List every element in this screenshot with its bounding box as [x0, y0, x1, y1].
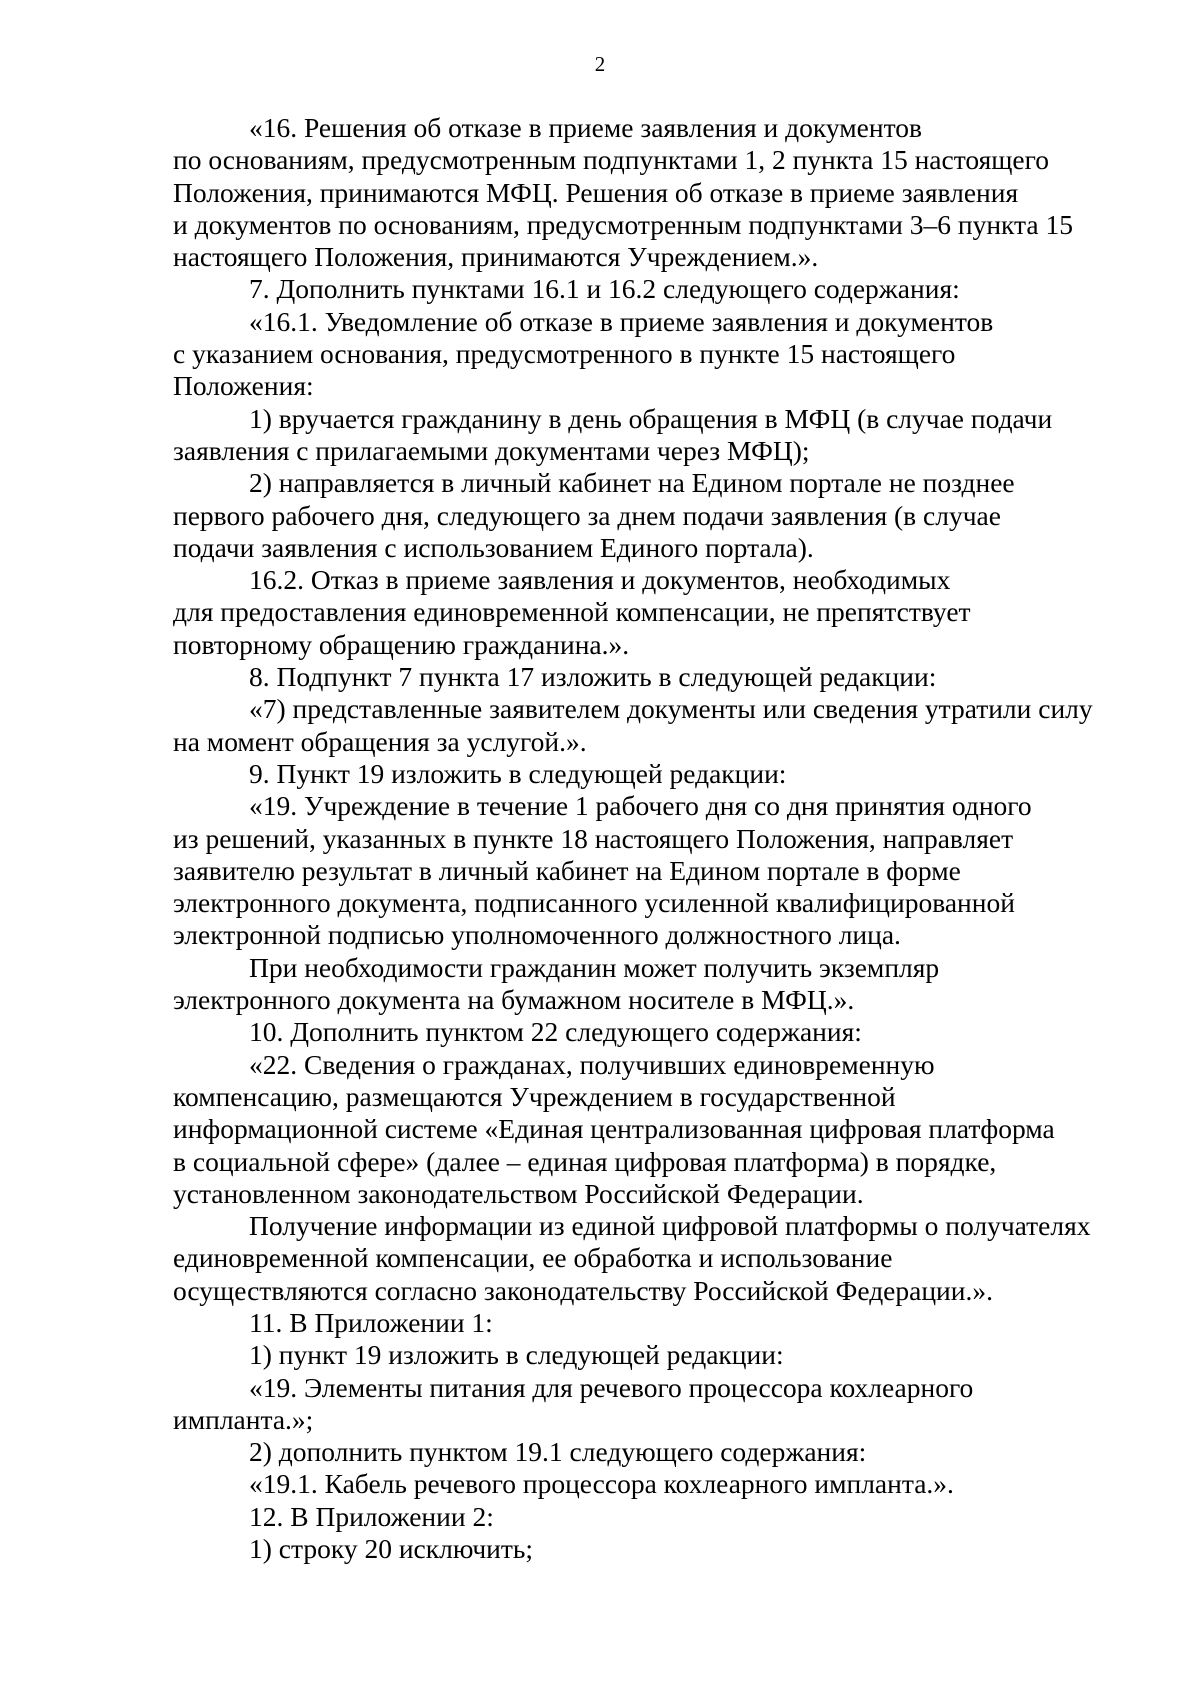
paragraph: 2) дополнить пунктом 19.1 следующего содержания:	[249, 1436, 867, 1468]
paragraph: 1) пункт 19 изложить в следующей редакции:	[249, 1339, 784, 1371]
paragraph: 16.2. Отказ в приеме заявления и документов, необходимых для предоставления единовременной компенсации, не препятствует повторному обращению гражданина.».	[173, 564, 971, 660]
paragraph: «19. Элементы питания для речевого процессора кохлеарного импланта.»;	[173, 1371, 974, 1435]
paragraph: «7) представленные заявителем документы или сведения утратили силу на момент обращения за услугой.».	[173, 693, 1093, 757]
paragraph: «16.1. Уведомление об отказе в приеме заявления и документов с указанием основания, предусмотренного в пункте 15 настоящего Положения:	[173, 305, 994, 402]
paragraph: «19.1. Кабель речевого процессора кохлеарного импланта.».	[249, 1468, 954, 1500]
paragraph: 12. В Приложении 2:	[249, 1500, 494, 1532]
page-number: 2	[594, 52, 606, 76]
paragraph: «16. Решения об отказе в приеме заявления и документов по основаниям, предусмотренным подпунктами 1, 2 пункта 15 настоящего Положения, принимаются МФЦ. Решения об отказе в приеме заявления и документов по основаниям, предусмотренным подпунктами 3–6 пункта 15 настоящего Положения, принимаются Учреждением.».	[173, 112, 1073, 273]
paragraph: 1) вручается гражданину в день обращения в МФЦ (в случае подачи заявления с прилагаемыми документами через МФЦ);	[173, 402, 1053, 466]
paragraph: 7. Дополнить пунктами 16.1 и 16.2 следующего содержания:	[249, 273, 960, 305]
paragraph: 2) направляется в личный кабинет на Едином портале не позднее первого рабочего дня, следующего за днем подачи заявления (в случае подачи заявления с использованием Единого портала).	[173, 467, 1015, 563]
paragraph: Получение информации из единой цифровой платформы о получателях единовременной компенсации, ее обработка и использование осуществляются согласно законодательству Российской Федерации.».	[173, 1210, 1091, 1306]
paragraph: 11. В Приложении 1:	[249, 1306, 493, 1338]
paragraph: 9. Пункт 19 изложить в следующей редакции:	[249, 757, 787, 789]
paragraph: «19. Учреждение в течение 1 рабочего дня со дня принятия одного из решений, указанных в пункте 18 настоящего Положения, направляет заявителю результат в личный кабинет на Едином портале в форме электронного документа, подписанного усиленной квалифицированной электронной подписью уполномоченного должностного лица.	[173, 790, 1032, 951]
paragraph: При необходимости гражданин может получить экземпляр электронного документа на бумажном носителе в МФЦ.».	[173, 951, 940, 1016]
paragraph: 8. Подпункт 7 пункта 17 изложить в следующей редакции:	[249, 661, 937, 693]
paragraph: 1) строку 20 исключить;	[249, 1533, 534, 1565]
document-body	[173, 112, 1116, 1565]
paragraph: «22. Сведения о гражданах, получивших единовременную компенсацию, размещаются Учреждением в государственной информационной системе «Единая централизованная цифровая платформа в социальной сфере» (далее – единая цифровая платформа) в порядке, установленном законодательством Российской Федерации.	[173, 1048, 1055, 1209]
paragraph: 10. Дополнить пунктом 22 следующего содержания:	[249, 1016, 862, 1048]
